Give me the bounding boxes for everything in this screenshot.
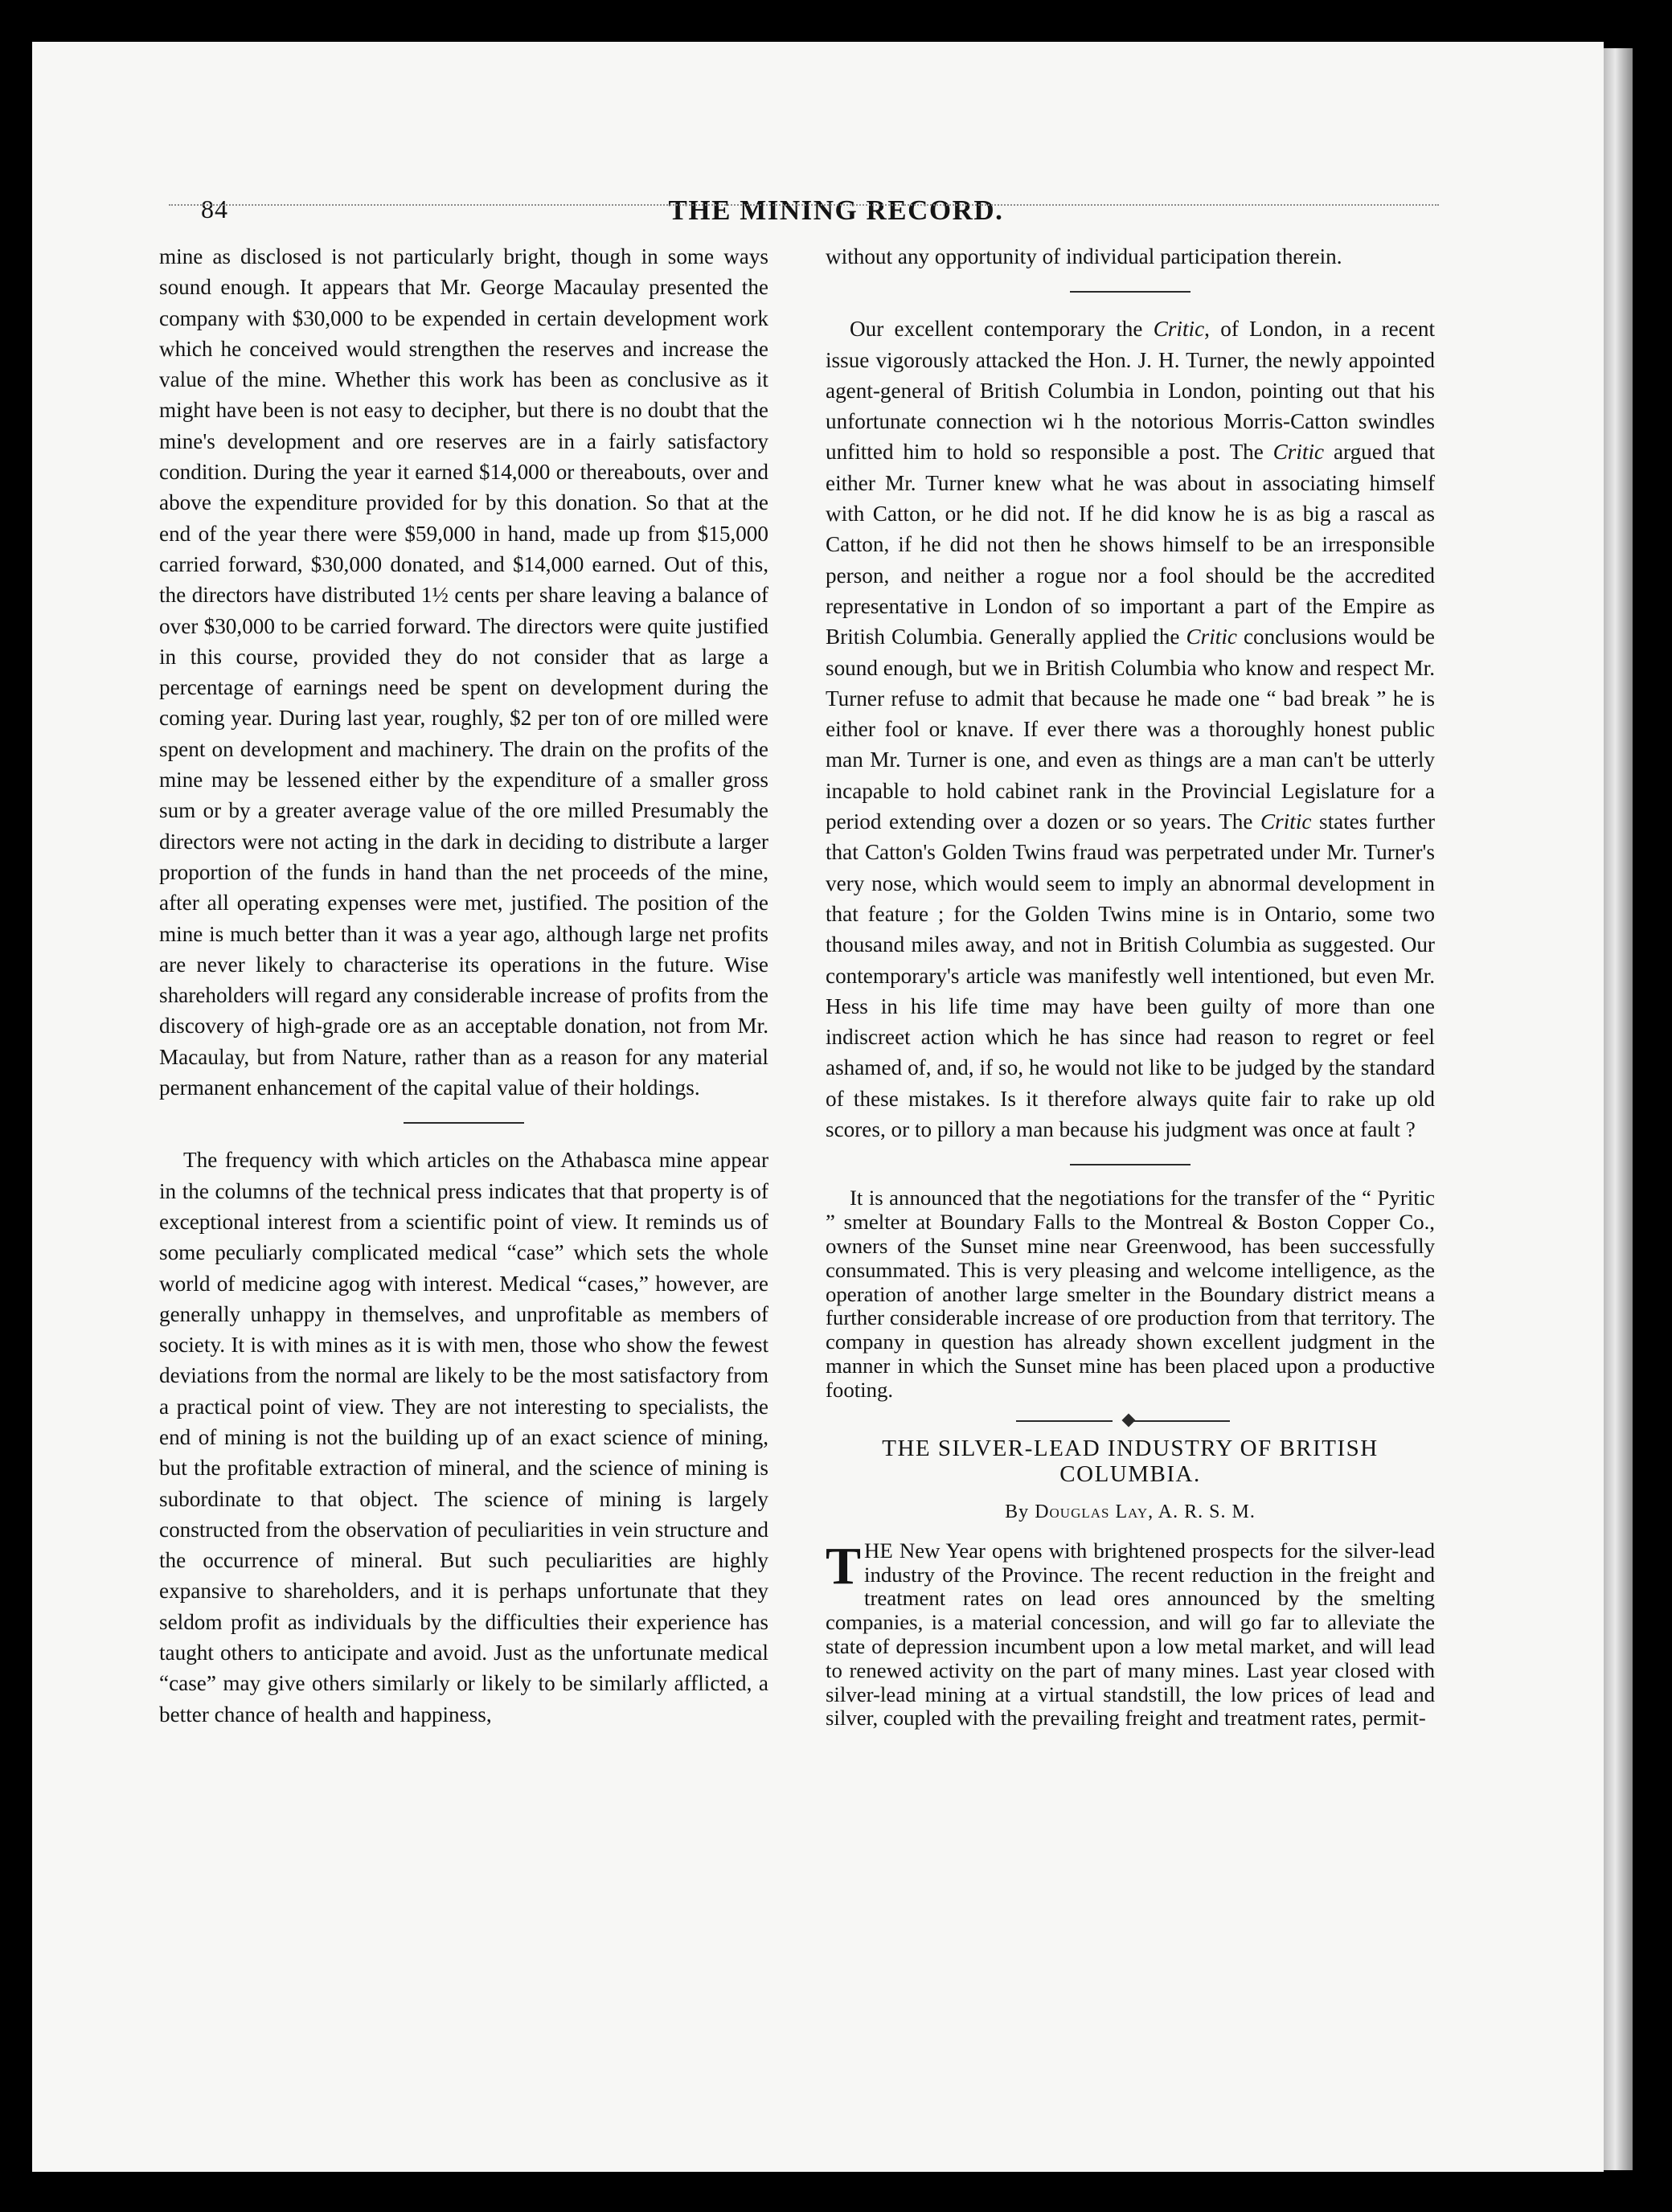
author-name: Douglas Lay — [1035, 1501, 1149, 1523]
ornament-divider — [826, 1413, 1435, 1429]
paragraph-text: conclusions would be sound enough, but we in British Columbia who know and respect Mr. Turner refuse to admit that because he made one “ bad break ” he is either fool or knave. If ever there was a thoroughly honest public man Mr. Turner is one, and even as things are a man can't be utterly incapable to hold cabinet rank in the Provincial Legislature for a period extending over a dozen or so years. The — [826, 625, 1435, 834]
section-divider — [404, 1122, 524, 1124]
critic-title: Critic — [1272, 440, 1325, 465]
running-head — [201, 195, 1471, 235]
paragraph-text: , of London, in a recent issue vigorously attacked the Hon. J. H. Turner, the newly appointed agent-general of British Columbia in London, pointing out that his unfortunate connection wi h the notorious Morris-Catton swindles unfitted him to hold so responsible a post. The — [826, 317, 1436, 465]
article-title: THE SILVER-LEAD INDUSTRY OF BRITISH COLUMBIA. — [882, 1436, 1379, 1488]
section-divider — [1070, 291, 1190, 293]
right-paragraph-1: without any opportunity of individual participation therein. — [826, 244, 1342, 268]
divider-line — [1016, 1420, 1113, 1422]
page-edge — [1604, 48, 1633, 2170]
paragraph-text: Our excellent contemporary the — [850, 317, 1154, 342]
left-paragraph-1: mine as disclosed is not particularly bright, though in some ways sound enough. It appears that Mr. George Macaulay presented the company with $30,000 to be expended in certain development work which he conceived would strengthen the reserves and increase the value of the mine. Whether this work has been as conclusive as it might have been is not easy to decipher, but there is no doubt that the mine's development and ore reserves are in a fairly satisfactory condition. During the year it earned $14,000 or thereabouts, over and above the expenditure provided for by this donation. So that at the end of the year there were $59,000 in hand, made up from $15,000 carried forward, $30,000 donated, and $14,000 earned. Out of this, the directors have distributed 1½ cents per share leaving a balance of over $30,000 to be carried forward. The directors were quite justified in this course, provided they do not consider that as large a percentage of earnings need be spent on development during the coming year. During last year, roughly, $2 per ton of ore milled were spent on development and machinery. The drain on the profits of the mine may be lessened either by the expenditure of a smaller gross sum or by a greater average value of the ore milled Presumably the directors were not acting in the dark in deciding to distribute a larger proportion of the funds in hand than the net proceeds of the mine, after all operating expenses were met, justified. The position of the mine is much better than it was a year ago, although large net profits are never likely to characterise its operations in the future. Wise shareholders will regard any considerable increase of profits from the discovery of high-grade ore as an acceptable donation, not from Mr. Macaulay, but from Nature, rather than as a reason for any material permanent enhancement of the capital value of their holdings. — [159, 244, 768, 1100]
drop-cap: T — [826, 1536, 862, 1596]
right-column — [826, 241, 1435, 1731]
page-number: 84 — [201, 195, 228, 223]
right-paragraph-3: It is announced that the negotiations for the transfer of the “ Pyritic ” smelter at Boundary Falls to the Montreal & Boston Copper Co., owners of the Sunset mine near Greenwood, has been successfully consummated. This is very pleasing and welcome intelligence, as the operation of another large smelter in the Boundary district means a further considerable increase of ore production from that territory. The company in question has already shown excellent judgment in the manner in which the Sunset mine has been placed upon a productive footing. — [826, 1186, 1435, 1402]
left-paragraph-2: The frequency with which articles on the Athabasca mine appear in the columns of the technical press indicates that that property is of exceptional interest from a scientific point of view. It reminds us of some peculiarly complicated medical “case” which sets the whole world of medicine agog with interest. Medical “cases,” however, are generally unhappy in themselves, and unprofitable as members of society. It is with mines as it is with men, those who show the fewest deviations from the normal are likely to be the most satisfactory from a practical point of view. They are not interesting to specialists, the end of mining is not the building up of an exact science of mining, but the profitable extraction of mineral, and the science of mining is subordinate to that object. The science of mining is largely constructed from the observation of peculiarities in vein structure and the occurrence of mineral. But such peculiarities are highly expansive to shareholders, and it is perhaps unfortunate that they seldom profit as individuals by the difficulties their experience has taught others to anticipate and avoid. Just as the unfortunate medical “case” may give others similarly or likely to be similarly afflicted, a better chance of health and happiness, — [159, 1148, 768, 1727]
author-credentials: , A. R. S. M. — [1148, 1501, 1256, 1523]
journal-title: THE MINING RECORD. — [668, 195, 1004, 226]
section-divider — [1070, 1164, 1190, 1165]
critic-title: Critic — [1260, 809, 1312, 834]
byline-by: By — [1005, 1501, 1035, 1523]
divider-line — [1133, 1420, 1230, 1422]
paragraph-text: argued that either Mr. Turner knew what he was about in associating himself with Catton, or he did not. If he did know he is as big a rascal as Catton, if he did not then he shows himself to be an irresponsible person, and neither a rogue nor a fool should be the accredited representative in London of so important a part of the Empire as British Columbia. Generally applied the — [826, 440, 1436, 649]
article-body-text: HE New Year opens with brightened prospects for the silver-lead industry of the Province. The recent reduction in the freight and treatment rates on lead ores announced by the smelting companies, is a material concession, and will go far to alleviate the state of depression incumbent upon a low metal market, and will lead to renewed activity on the part of many mines. Last year closed with silver-lead mining at a virtual standstill, the low prices of lead and silver, coupled with the prevailing freight and treatment rates, permit- — [826, 1538, 1435, 1731]
critic-title: Critic — [1186, 625, 1237, 649]
article-body — [826, 1536, 1435, 1731]
left-column — [159, 241, 768, 1730]
right-paragraph-2 — [826, 313, 1435, 1145]
byline — [826, 1497, 1435, 1527]
header-rule — [169, 204, 1439, 206]
paragraph-text: states further that Catton's Golden Twins fraud was perpetrated under Mr. Turner's very nose, which would seem to imply an abnormal development in that feature ; for the Golden Twins mine is in Ontario, some two thousand miles away, and not in British Columbia as suggested. Our contemporary's article was manifestly well intentioned, but even Mr. Hess in his life time may have been guilty of more than one indiscreet action which he has since had reason to regret or feel ashamed of, and, if so, he would not like to be judged by the standard of these mistakes. Is it therefore always quite fair to rake up old scores, or to pillory a man because his judgment was once at fault ? — [826, 809, 1435, 1142]
critic-title: Critic — [1153, 317, 1205, 342]
